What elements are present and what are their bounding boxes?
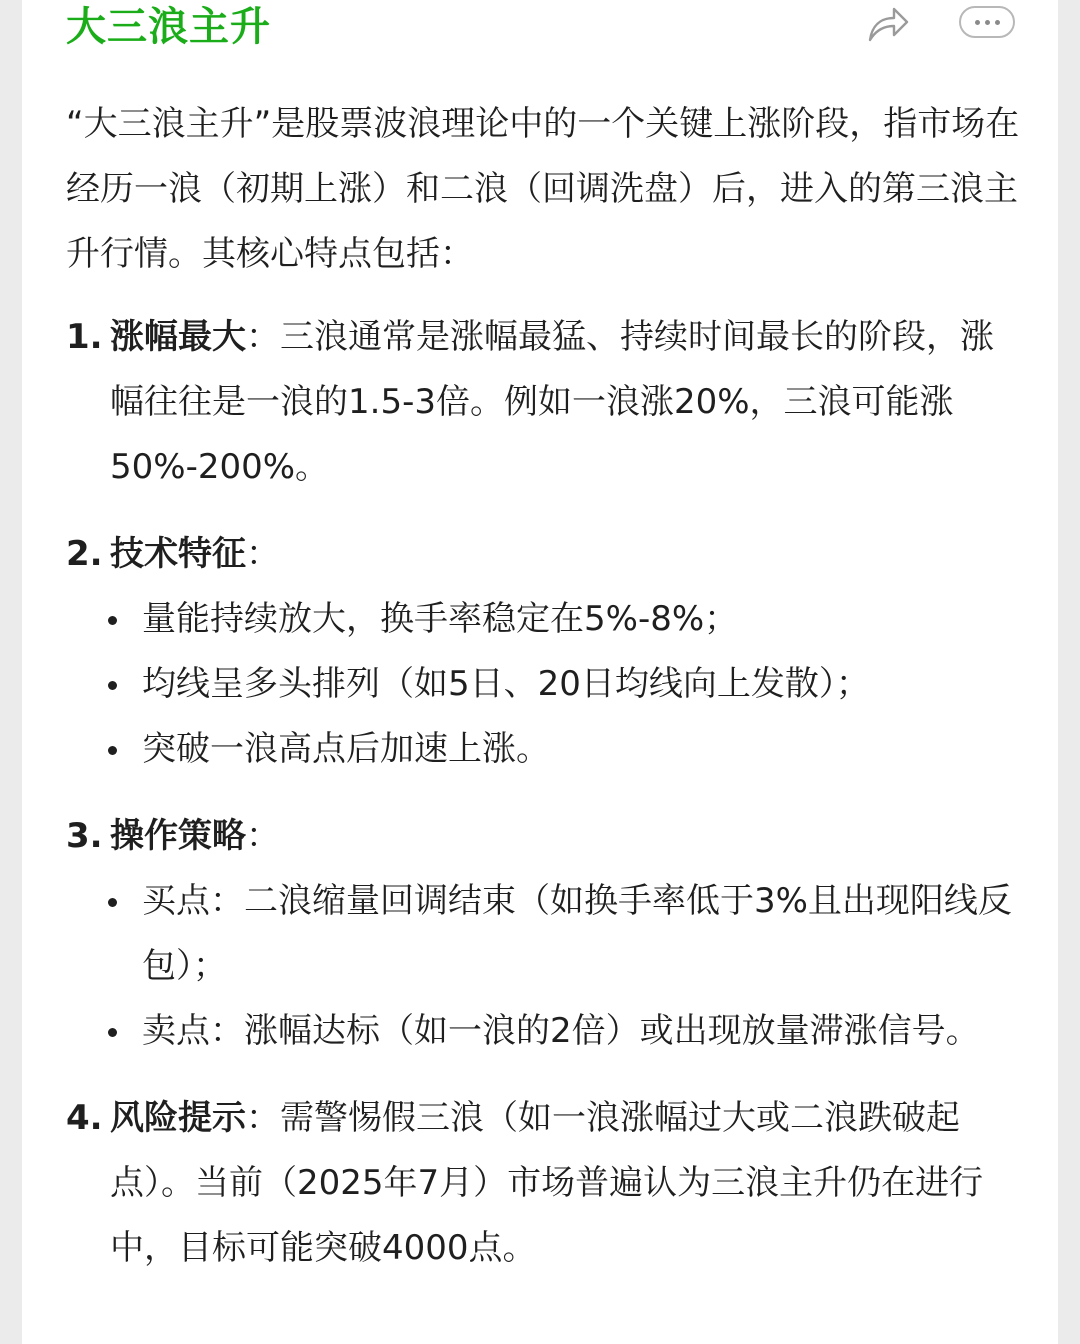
- item-heading: 涨幅最大: [110, 317, 246, 357]
- sub-item: [110, 717, 1026, 782]
- list-item: [66, 305, 1026, 500]
- sub-item-text: 买点：二浪缩量回调结束（如换手率低于3%且出现阳线反包）；: [142, 881, 1012, 986]
- sub-list: [110, 869, 1026, 1064]
- point-list: [66, 305, 1026, 1281]
- item-number: 2.: [66, 534, 103, 574]
- bullet-icon: [108, 681, 117, 690]
- sub-item-text: 突破一浪高点后加速上涨。: [142, 729, 550, 769]
- intro-paragraph: “大三浪主升”是股票波浪理论中的一个关键上涨阶段，指市场在经历一浪（初期上涨）和二浪（回调洗盘）后，进入的第三浪主升行情。其核心特点包括：: [66, 104, 1020, 274]
- item-number: 4.: [66, 1098, 103, 1138]
- sub-item-text: 量能持续放大，换手率稳定在5%-8%；: [142, 599, 739, 639]
- more-icon: [985, 20, 990, 25]
- item-colon: ：: [246, 534, 280, 574]
- bullet-icon: [108, 898, 117, 907]
- article-card: [22, 0, 1058, 1344]
- more-icon: [975, 20, 980, 25]
- sub-item-text: 均线呈多头排列（如5日、20日均线向上发散）；: [142, 664, 870, 704]
- sub-item-text: 卖点：涨幅达标（如一浪的2倍）或出现放量滞涨信号。: [142, 1011, 980, 1051]
- list-item: [66, 522, 1026, 782]
- bullet-icon: [108, 746, 117, 755]
- sub-item: [110, 587, 1026, 652]
- more-button[interactable]: [959, 6, 1015, 38]
- article-body: [66, 92, 1026, 1303]
- share-button[interactable]: [864, 2, 912, 46]
- sub-item: [110, 999, 1026, 1064]
- item-number: 1.: [66, 317, 103, 357]
- bullet-icon: [108, 1028, 117, 1037]
- item-colon: ：: [246, 816, 280, 856]
- item-heading: 风险提示: [110, 1098, 246, 1138]
- item-text: 三浪通常是涨幅最猛、持续时间最长的阶段，涨幅往往是一浪的1.5-3倍。例如一浪涨20%，三浪可能涨50%-200%。: [110, 317, 994, 487]
- list-item: [66, 804, 1026, 1064]
- sub-item: [110, 869, 1026, 999]
- more-icon: [995, 20, 1000, 25]
- item-heading: 操作策略: [110, 816, 246, 856]
- bullet-icon: [108, 616, 117, 625]
- item-colon: ：: [246, 317, 280, 357]
- item-colon: ：: [246, 1098, 280, 1138]
- sub-list: [110, 587, 1026, 782]
- sub-item: [110, 652, 1026, 717]
- share-icon: [866, 4, 910, 44]
- item-number: 3.: [66, 816, 103, 856]
- item-heading: 技术特征: [110, 534, 246, 574]
- list-item: [66, 1086, 1026, 1281]
- article-title: 大三浪主升: [66, 4, 271, 50]
- item-text: 需警惕假三浪（如一浪涨幅过大或二浪跌破起点）。当前（2025年7月）市场普遍认为三浪主升仍在进行中，目标可能突破4000点。: [110, 1098, 984, 1268]
